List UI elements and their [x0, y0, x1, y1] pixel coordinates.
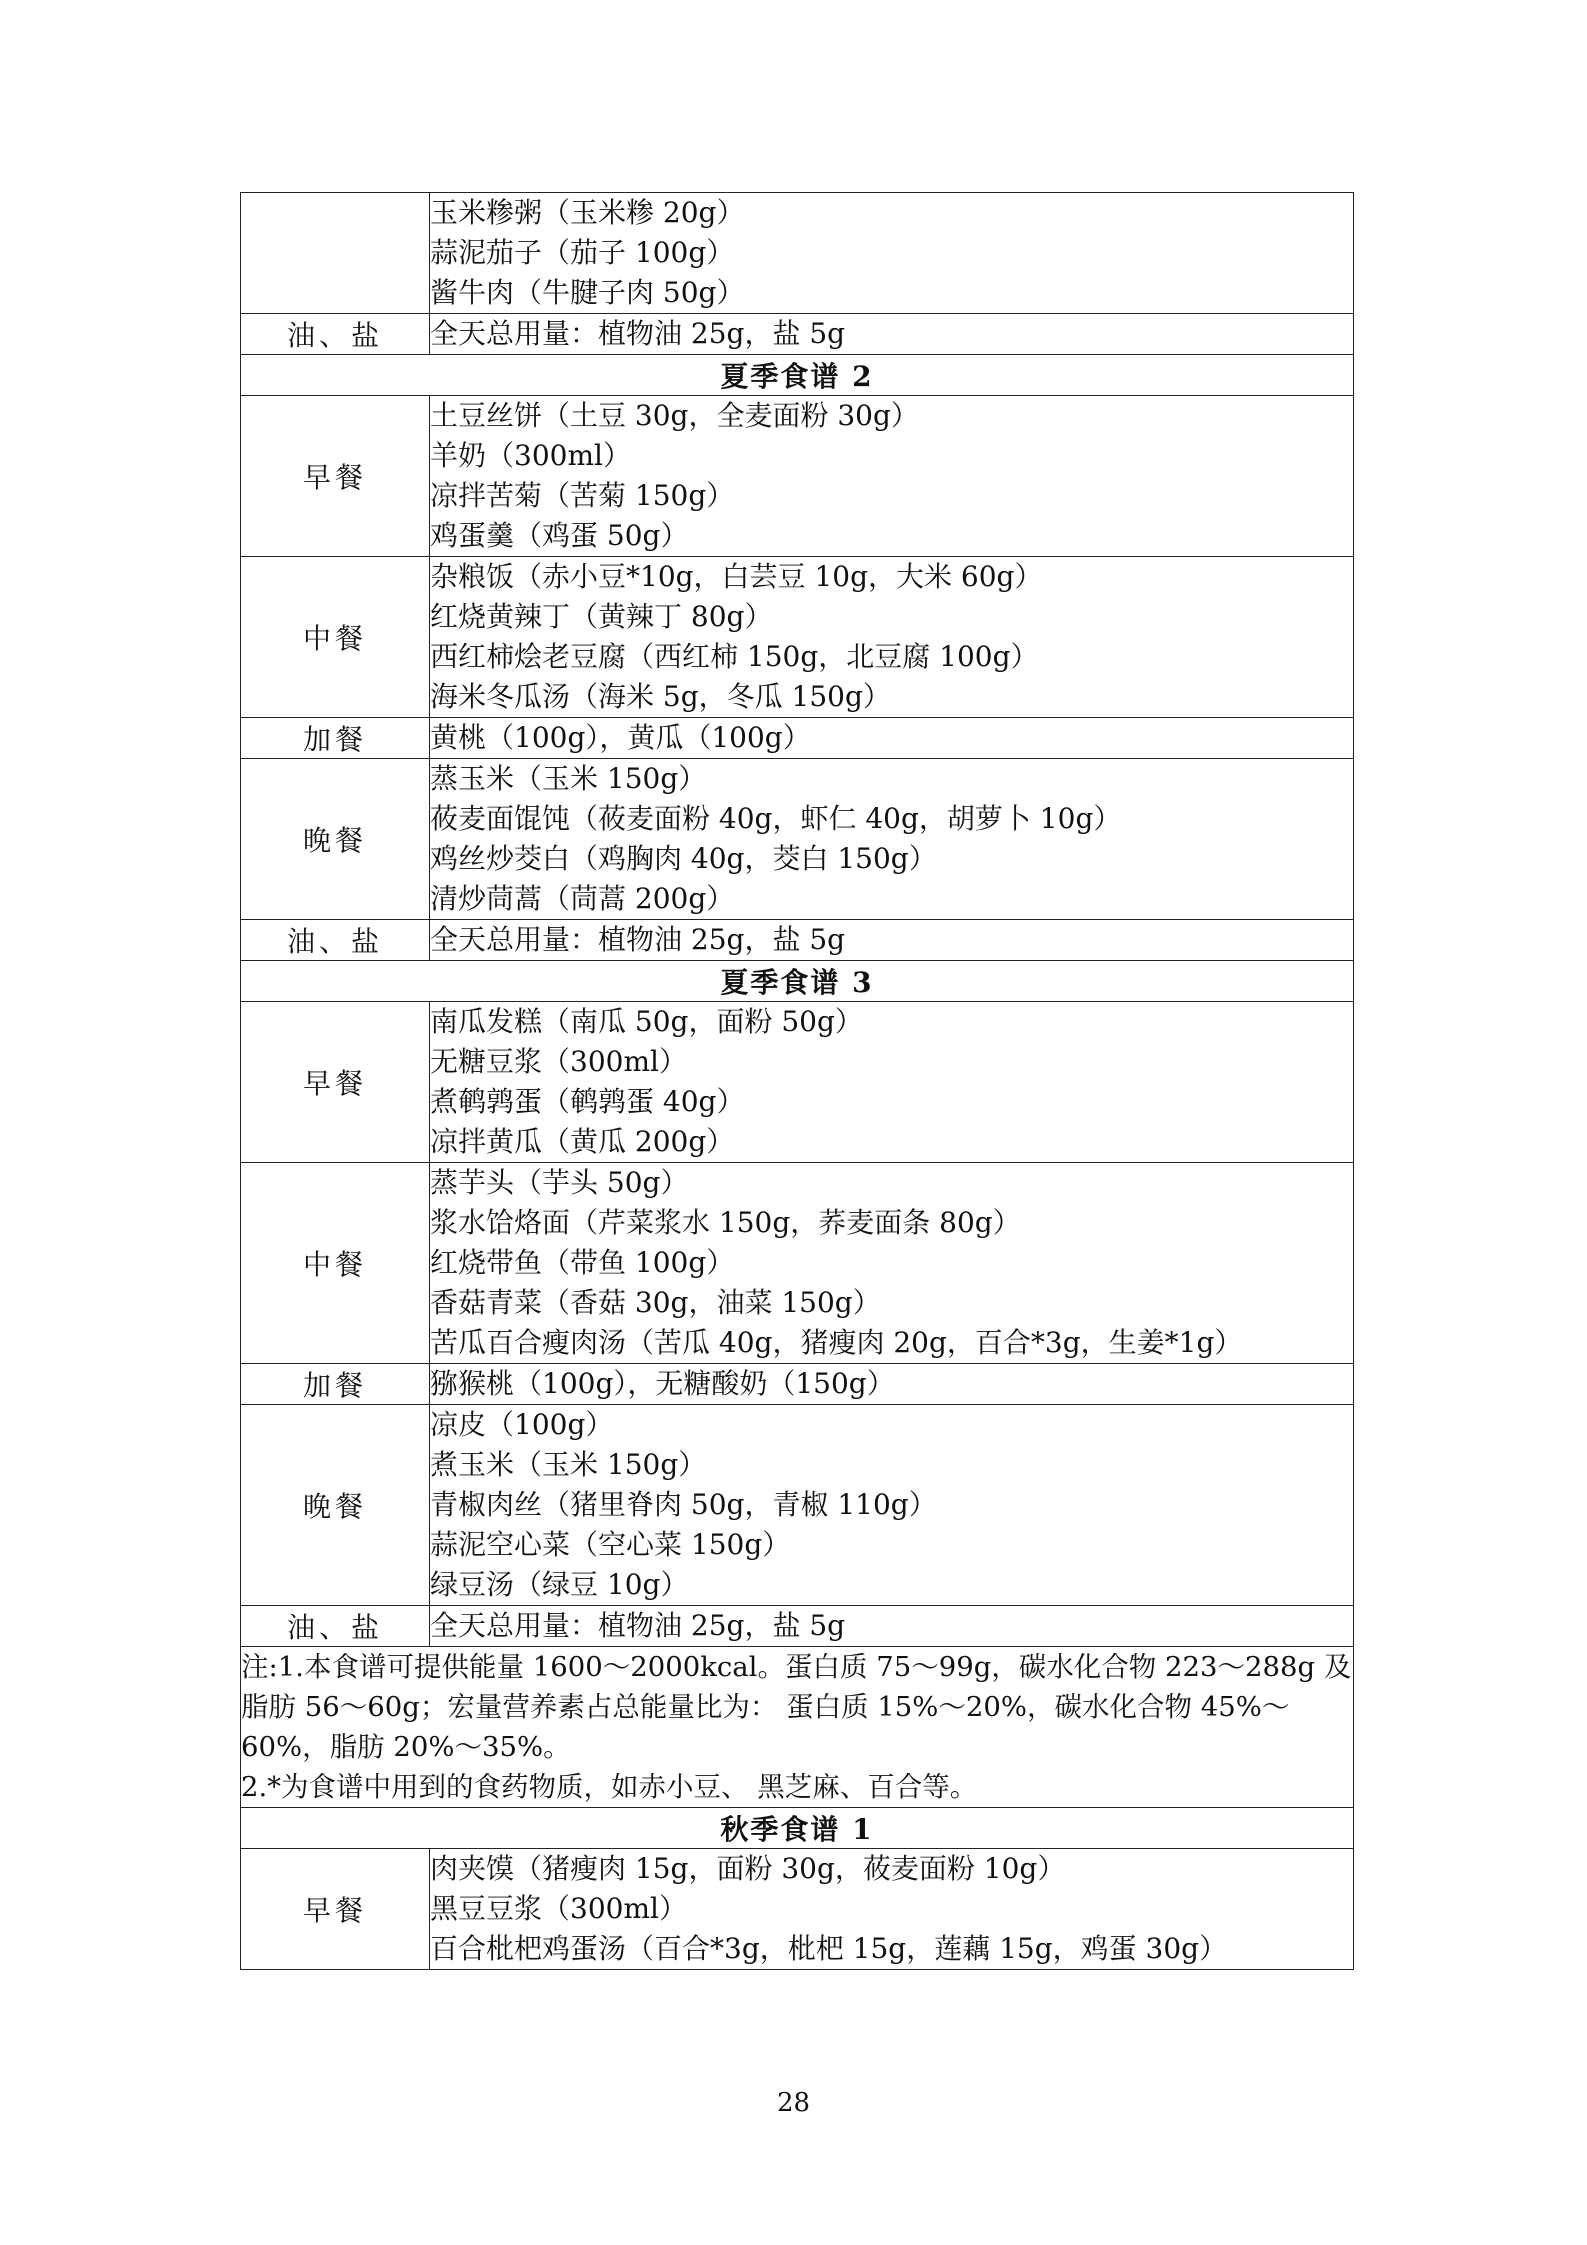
meal-label-lunch: 中餐	[241, 557, 430, 718]
note-row	[241, 1647, 1354, 1808]
dish-list	[430, 557, 1354, 718]
oil-salt-text	[430, 314, 1354, 355]
section-row	[241, 1808, 1354, 1849]
note-line-2: 2.*为食谱中用到的食药物质，如赤小豆、 黑芝麻、百合等。	[241, 1771, 978, 1803]
dish-item: 香菇青菜（香菇 30g，油菜 150g）	[430, 1286, 881, 1319]
dish-item: 蒸玉米（玉米 150g）	[430, 762, 707, 795]
dish-item: 煮玉米（玉米 150g）	[430, 1448, 707, 1481]
dish-item: 土豆丝饼（土豆 30g，全麦面粉 30g）	[430, 399, 919, 432]
meal-label-breakfast: 早餐	[241, 1849, 430, 1970]
table-row	[241, 557, 1354, 718]
table-row	[241, 1405, 1354, 1606]
meal-label-dinner: 晚餐	[241, 759, 430, 920]
meal-label-oil: 油、盐	[241, 314, 430, 355]
meal-label-breakfast: 早餐	[241, 1002, 430, 1163]
dish-item: 红烧黄辣丁（黄辣丁 80g）	[430, 600, 773, 633]
dish-item: 西红柿烩老豆腐（西红柿 150g，北豆腐 100g）	[430, 640, 1039, 673]
dish-item: 蒸芋头（芋头 50g）	[430, 1166, 689, 1199]
dish-list	[430, 1002, 1354, 1163]
table-row	[241, 1606, 1354, 1647]
dish-item: 全天总用量：植物油 25g，盐 5g	[430, 317, 846, 350]
nutrition-note	[241, 1647, 1354, 1808]
dish-item: 海米冬瓜汤（海米 5g，冬瓜 150g）	[430, 680, 891, 713]
dish-item: 玉米糁粥（玉米糁 20g）	[430, 196, 745, 229]
dish-item: 黄桃（100g），黄瓜（100g）	[430, 721, 811, 754]
table-row	[241, 1163, 1354, 1364]
dish-list	[430, 1364, 1354, 1405]
dish-item: 莜麦面馄饨（莜麦面粉 40g，虾仁 40g，胡萝卜 10g）	[430, 802, 1122, 835]
dish-item: 凉皮（100g）	[430, 1408, 614, 1441]
dish-list	[430, 718, 1354, 759]
dish-list	[430, 1849, 1354, 1970]
meal-label-lunch: 中餐	[241, 1163, 430, 1364]
meal-label-snack: 加餐	[241, 1364, 430, 1405]
dish-item: 猕猴桃（100g），无糖酸奶（150g）	[430, 1367, 895, 1400]
dish-item: 绿豆汤（绿豆 10g）	[430, 1568, 689, 1601]
meal-label-breakfast: 早餐	[241, 396, 430, 557]
dish-item: 百合枇杷鸡蛋汤（百合*3g，枇杷 15g，莲藕 15g，鸡蛋 30g）	[430, 1932, 1228, 1965]
dish-list	[430, 759, 1354, 920]
meal-label-empty	[241, 193, 430, 314]
dish-item: 南瓜发糕（南瓜 50g，面粉 50g）	[430, 1005, 863, 1038]
dish-list	[430, 1405, 1354, 1606]
table-row	[241, 718, 1354, 759]
dish-item: 黑豆豆浆（300ml）	[430, 1892, 687, 1925]
dish-item: 肉夹馍（猪瘦肉 15g，面粉 30g，莜麦面粉 10g）	[430, 1852, 1066, 1885]
meal-label-oil: 油、盐	[241, 1606, 430, 1647]
dish-item: 清炒茼蒿（茼蒿 200g）	[430, 882, 735, 915]
dish-item: 蒜泥茄子（茄子 100g）	[430, 236, 735, 269]
table-row	[241, 759, 1354, 920]
dish-item: 鸡丝炒茭白（鸡胸肉 40g，茭白 150g）	[430, 842, 937, 875]
document-page	[240, 192, 1354, 1970]
dish-item: 浆水饸烙面（芹菜浆水 150g，荞麦面条 80g）	[430, 1206, 1021, 1239]
note-line-1: 注:1.本食谱可提供能量 1600～2000kcal。蛋白质 75～99g，碳水化合物 223～288g 及脂肪 56～60g；宏量营养素占总能量比为： 蛋白质 15%～20%，碳水化合物 45%～60%，脂肪 20%～35%。	[241, 1651, 1352, 1763]
dish-item: 蒜泥空心菜（空心菜 150g）	[430, 1528, 791, 1561]
menu-table	[240, 192, 1354, 1970]
table-row	[241, 314, 1354, 355]
dish-item: 杂粮饭（赤小豆*10g，白芸豆 10g，大米 60g）	[430, 560, 1043, 593]
dish-item: 苦瓜百合瘦肉汤（苦瓜 40g，猪瘦肉 20g，百合*3g，生姜*1g）	[430, 1326, 1243, 1359]
dish-item: 凉拌黄瓜（黄瓜 200g）	[430, 1125, 735, 1158]
dish-item: 青椒肉丝（猪里脊肉 50g，青椒 110g）	[430, 1488, 937, 1521]
meal-label-oil: 油、盐	[241, 920, 430, 961]
dish-item: 全天总用量：植物油 25g，盐 5g	[430, 923, 846, 956]
dish-item: 羊奶（300ml）	[430, 439, 631, 472]
oil-salt-text	[430, 920, 1354, 961]
dish-item: 红烧带鱼（带鱼 100g）	[430, 1246, 735, 1279]
table-row	[241, 1002, 1354, 1163]
meal-label-dinner: 晚餐	[241, 1405, 430, 1606]
dish-item: 全天总用量：植物油 25g，盐 5g	[430, 1609, 846, 1642]
section-title-summer-2: 夏季食谱 2	[241, 355, 1354, 396]
table-row	[241, 193, 1354, 314]
oil-salt-text	[430, 1606, 1354, 1647]
dish-list	[430, 396, 1354, 557]
section-row	[241, 355, 1354, 396]
dish-item: 酱牛肉（牛腱子肉 50g）	[430, 276, 745, 309]
section-title-summer-3: 夏季食谱 3	[241, 961, 1354, 1002]
dish-item: 无糖豆浆（300ml）	[430, 1045, 687, 1078]
table-row	[241, 1364, 1354, 1405]
meal-label-snack: 加餐	[241, 718, 430, 759]
table-row	[241, 920, 1354, 961]
dish-item: 凉拌苦菊（苦菊 150g）	[430, 479, 735, 512]
dish-list	[430, 193, 1354, 314]
section-row	[241, 961, 1354, 1002]
dish-item: 鸡蛋羹（鸡蛋 50g）	[430, 519, 689, 552]
section-title-autumn-1: 秋季食谱 1	[241, 1808, 1354, 1849]
page-number: 28	[776, 2088, 811, 2118]
dish-item: 煮鹌鹑蛋（鹌鹑蛋 40g）	[430, 1085, 745, 1118]
table-row	[241, 1849, 1354, 1970]
table-row	[241, 396, 1354, 557]
dish-list	[430, 1163, 1354, 1364]
